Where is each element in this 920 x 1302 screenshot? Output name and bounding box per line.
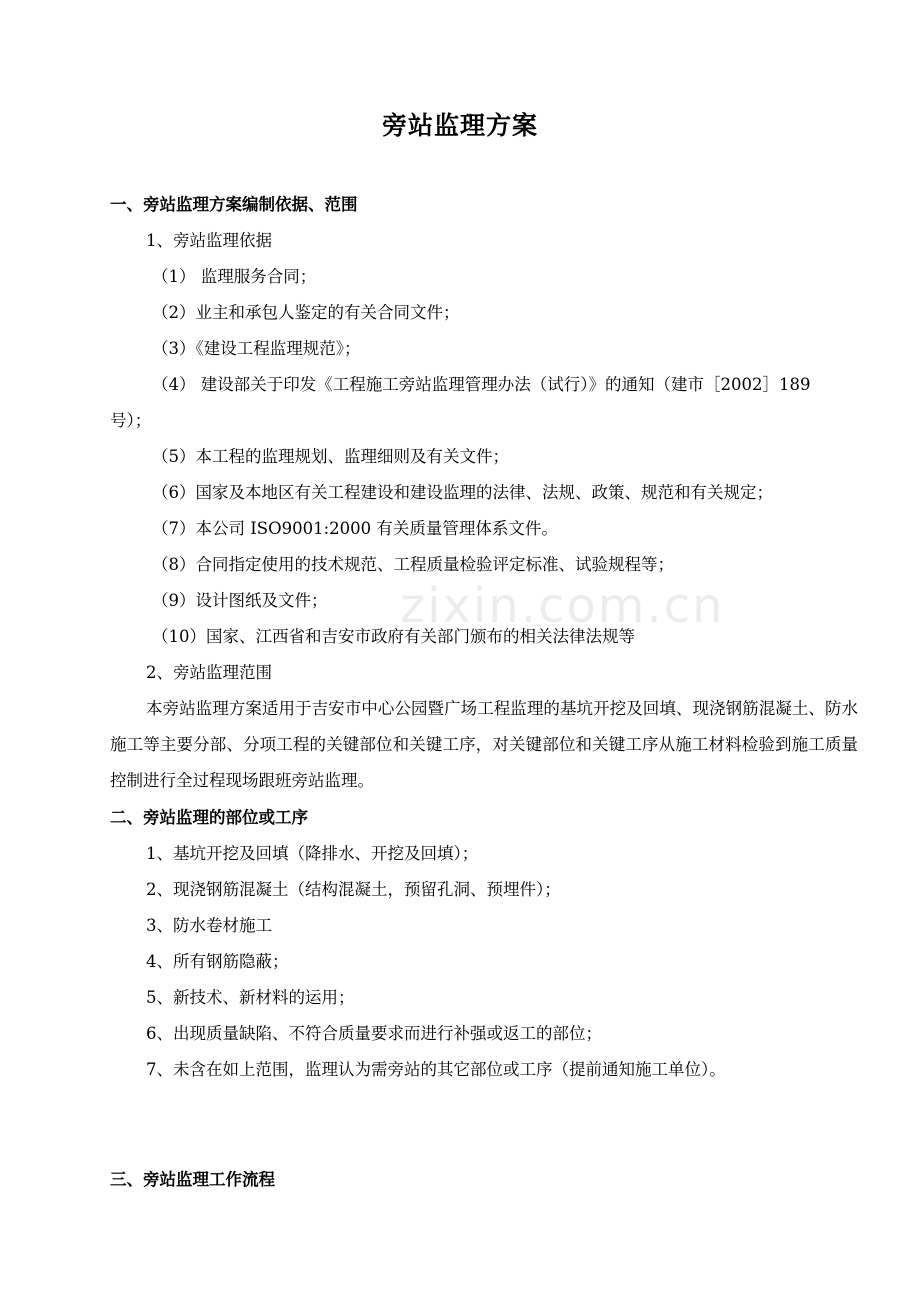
position-item-5: 5、新技术、新材料的运用； <box>146 988 355 1007</box>
watermark: zixin.com.cn <box>400 578 725 634</box>
position-item-4: 4、所有钢筋隐蔽； <box>146 952 289 971</box>
basis-item-5: （5）本工程的监理规划、监理细则及有关文件； <box>152 447 509 466</box>
basis-item-4-continued: 号）； <box>110 411 152 430</box>
document-title: 旁站监理方案 <box>381 111 538 140</box>
basis-item-3: （3）《建设工程监理规范》； <box>152 339 361 358</box>
section-2-heading: 二、旁站监理的部位或工序 <box>110 808 308 827</box>
basis-item-2: （2）业主和承包人鉴定的有关合同文件； <box>152 303 460 322</box>
position-item-1: 1、基坑开挖及回填（降排水、开挖及回填）； <box>146 844 479 863</box>
basis-item-7: （7）本公司 ISO9001:2000 有关质量管理体系文件。 <box>152 519 558 538</box>
basis-item-10: （10）国家、江西省和吉安市政府有关部门颁布的相关法律法规等 <box>152 627 635 646</box>
position-item-2: 2、现浇钢筋混凝土（结构混凝土，预留孔洞、预埋件）； <box>146 880 561 899</box>
basis-item-9: （9）设计图纸及文件； <box>152 591 328 610</box>
position-item-6: 6、出现质量缺陷、不符合质量要求而进行补强或返工的部位； <box>146 1024 602 1043</box>
section-1-sub-1: 1、旁站监理依据 <box>146 231 272 250</box>
basis-item-8: （8）合同指定使用的技术规范、工程质量检验评定标准、试验规程等； <box>152 555 674 574</box>
scope-paragraph: 本旁站监理方案适用于吉安市中心公园暨广场工程监理的基坑开挖及回填、现浇钢筋混凝土、防水施工等主要分部、分项工程的关键部位和关键工序，对关键部位和关键工序从施工材料检验到施工质量控制进行全过程现场跟班旁站监理。 <box>110 699 858 790</box>
position-item-3: 3、防水卷材施工 <box>146 916 272 935</box>
section-1-heading: 一、旁站监理方案编制依据、范围 <box>110 195 358 214</box>
section-3-heading: 三、旁站监理工作流程 <box>110 1170 275 1189</box>
position-item-7: 7、未含在如上范围，监理认为需旁站的其它部位或工序（提前通知施工单位）。 <box>146 1060 726 1079</box>
basis-item-4: （4） 建设部关于印发《工程施工旁站监理管理办法（试行）》的通知（建市［2002］189 <box>152 375 811 394</box>
basis-item-1: （1） 监理服务合同； <box>152 267 317 286</box>
basis-item-6: （6）国家及本地区有关工程建设和建设监理的法律、法规、政策、规范和有关规定； <box>152 483 773 502</box>
section-1-sub-2: 2、旁站监理范围 <box>146 663 272 682</box>
